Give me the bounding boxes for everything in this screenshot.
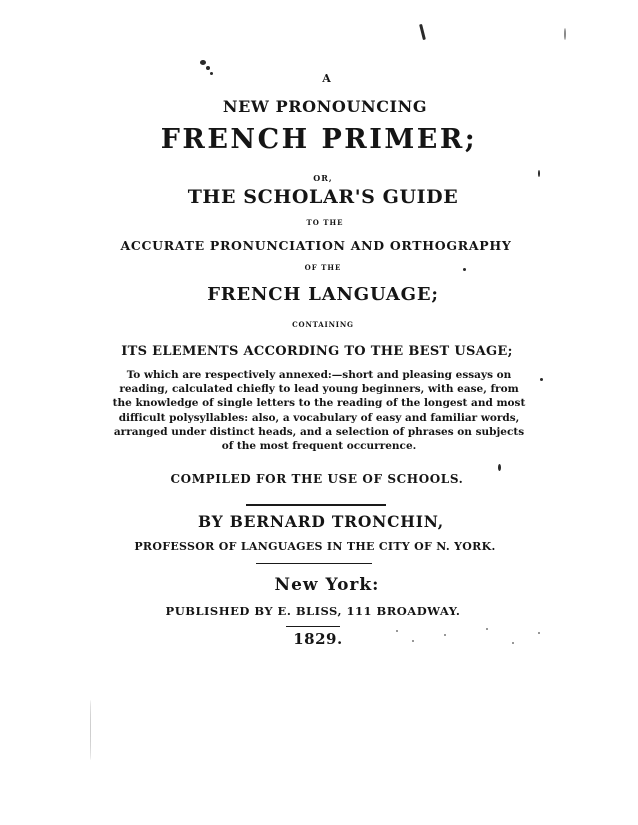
author-line: BY BERNARD TRONCHIN, [198, 512, 444, 531]
author-title: PROFESSOR OF LANGUAGES IN THE CITY OF N. YORK. [134, 540, 496, 553]
scan-speck [419, 24, 426, 40]
title-french-language: FRENCH LANGUAGE; [207, 284, 439, 305]
title-or: OR, [313, 173, 333, 183]
subtitle: THE SCHOLAR'S GUIDE [187, 186, 459, 208]
divider-rule [246, 504, 386, 506]
main-title: FRENCH PRIMER; [160, 124, 478, 155]
divider-rule [286, 626, 340, 627]
scan-speck [540, 378, 543, 381]
title-new-pronouncing: NEW PRONOUNCING [222, 97, 428, 116]
scan-speck [90, 700, 91, 760]
title-to-the: TO THE [306, 218, 344, 227]
imprint-city: New York: [274, 575, 380, 595]
publisher-line: PUBLISHED BY E. BLISS, 111 BROADWAY. [165, 604, 461, 618]
divider-rule [256, 563, 372, 564]
title-article: A [322, 72, 332, 85]
title-elements-line: ITS ELEMENTS ACCORDING TO THE BEST USAGE; [121, 344, 513, 359]
scan-speck [206, 66, 210, 70]
compiled-line: COMPILED FOR THE USE OF SCHOOLS. [170, 472, 464, 486]
title-accurate-line: ACCURATE PRONUNCIATION AND ORTHOGRAPHY [120, 238, 512, 253]
scan-speck [498, 464, 501, 471]
scan-speck [200, 60, 206, 65]
publication-year: 1829. [293, 630, 343, 648]
title-containing: CONTAINING [292, 320, 354, 329]
scan-speck [564, 28, 566, 40]
title-of-the: OF THE [304, 263, 342, 272]
description-paragraph: To which are respectively annexed:—short and pleasing essays on reading, calculated chiefly to lead young beginners, with ease, from the knowledge of single letters to the reading of the longest and most difficult polysyllables: also, a vocabulary of easy and familiar words, arranged under distinct heads, and a selection of phrases on subjects of the most frequent occurrence. [112, 369, 526, 453]
